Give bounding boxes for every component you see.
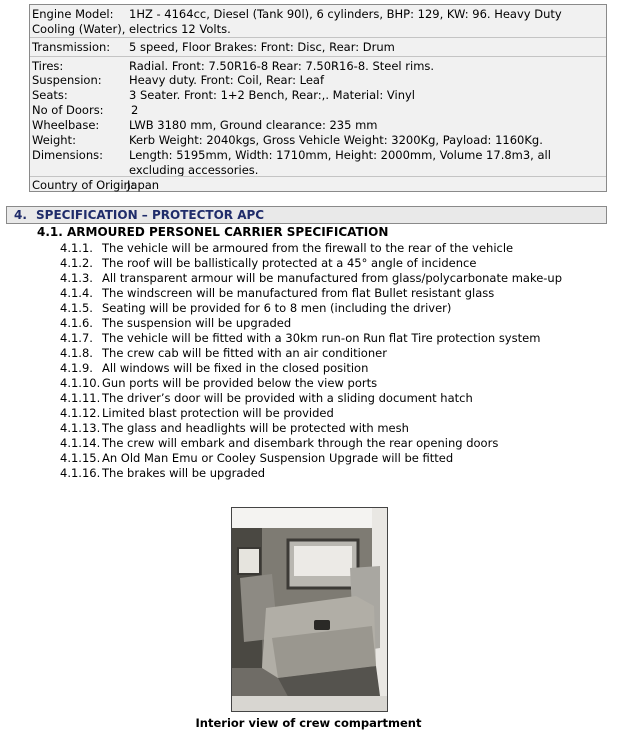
item-number: 4.1.6. (60, 316, 93, 330)
item-text: The vehicle will be armoured from the firewall to the rear of the vehicle (102, 241, 514, 255)
spec-value: Kerb Weight: 2040kgs, Gross Vehicle Weight: 3200Kg, Payload: 1160Kg. (129, 133, 543, 147)
spec-value: Heavy duty. Front: Coil, Rear: Leaf (129, 73, 325, 87)
item-number: 4.1.9. (60, 361, 93, 375)
spec-row-transmission (30, 37, 606, 56)
item-number: 4.1.11. (60, 391, 101, 405)
list-item (60, 436, 562, 451)
list-item (60, 271, 562, 286)
spec-label: Weight: (32, 133, 76, 147)
item-number: 4.1.4. (60, 286, 93, 300)
item-number: 4.1.15. (60, 451, 101, 465)
item-text: The glass and headlights will be protected with mesh (102, 421, 409, 435)
spec-value: 1HZ - 4164cc, Diesel (Tank 90l), 6 cylinders, BHP: 129, KW: 96. Heavy Duty Cooling (Water), electrics 12 Volts. (32, 7, 562, 36)
list-item (60, 406, 562, 421)
item-text: The driver’s door will be provided with a sliding document hatch (102, 391, 473, 405)
photo-caption: Interior view of crew compartment (195, 716, 422, 730)
crew-compartment-photo (231, 507, 388, 712)
spec-row-doors (30, 101, 606, 116)
item-number: 4.1.1. (60, 241, 93, 255)
spec-value: 3 Seater. Front: 1+2 Bench, Rear:,. Material: Vinyl (129, 88, 415, 102)
list-item (60, 391, 562, 406)
list-item (60, 286, 562, 301)
item-number: 4.1.16. (60, 466, 101, 480)
spec-row-wheelbase (30, 116, 606, 131)
item-text: The brakes will be upgraded (102, 466, 266, 480)
list-item (60, 361, 562, 376)
spec-label: Suspension: (32, 73, 102, 87)
spec-row-weight (30, 131, 606, 146)
section-title: SPECIFICATION – PROTECTOR APC (36, 208, 265, 222)
item-number: 4.1.13. (60, 421, 101, 435)
spec-row-country (30, 176, 606, 192)
spec-label: Transmission: (32, 40, 111, 54)
subsection-title: 4.1. ARMOURED PERSONEL CARRIER SPECIFICATION (37, 225, 389, 239)
spec-row-dimensions (30, 146, 606, 176)
item-text: Limited blast protection will be provided (102, 406, 334, 420)
item-text: The vehicle will be fitted with a 30km run-on Run flat Tire protection system (102, 331, 541, 345)
item-text: Seating will be provided for 6 to 8 men (including the driver) (102, 301, 452, 315)
item-number: 4.1.5. (60, 301, 93, 315)
list-item (60, 376, 562, 391)
spec-value: Length: 5195mm, Width: 1710mm, Height: 2000mm, Volume 17.8m3, all excluding accessories. (129, 148, 551, 177)
item-number: 4.1.10. (60, 376, 101, 390)
item-number: 4.1.3. (60, 271, 93, 285)
item-text: The crew cab will be fitted with an air conditioner (102, 346, 387, 360)
spec-value: LWB 3180 mm, Ground clearance: 235 mm (129, 118, 378, 132)
item-number: 4.1.12. (60, 406, 101, 420)
spec-label: No of Doors: (32, 103, 104, 117)
spec-item-list (60, 241, 562, 481)
list-item (60, 331, 562, 346)
list-item (60, 346, 562, 361)
spec-label: Dimensions: (32, 148, 103, 162)
item-number: 4.1.14. (60, 436, 101, 450)
item-text: Gun ports will be provided below the view ports (102, 376, 378, 390)
list-item (60, 301, 562, 316)
item-number: 4.1.2. (60, 256, 93, 270)
item-text: The suspension will be upgraded (102, 316, 292, 330)
list-item (60, 466, 562, 481)
spec-label: Engine Model: (32, 7, 114, 21)
spec-value: Radial. Front: 7.50R16-8 Rear: 7.50R16-8. Steel rims. (129, 59, 435, 73)
item-text: The crew will embark and disembark through the rear opening doors (102, 436, 499, 450)
item-number: 4.1.8. (60, 346, 93, 360)
spec-row-suspension (30, 71, 606, 86)
spec-value: 2 (131, 103, 139, 117)
list-item (60, 241, 562, 256)
item-number: 4.1.7. (60, 331, 93, 345)
spec-value: 5 speed, Floor Brakes: Front: Disc, Rear: Drum (129, 40, 395, 54)
spec-label: Wheelbase: (32, 118, 100, 132)
spec-row-seats (30, 86, 606, 101)
vehicle-spec-table (29, 4, 607, 192)
item-text: All windows will be fixed in the closed position (102, 361, 369, 375)
list-item (60, 316, 562, 331)
spec-label: Seats: (32, 88, 68, 102)
section-number: 4. (14, 208, 27, 222)
section-heading-bar (6, 206, 607, 224)
list-item (60, 256, 562, 271)
spec-label: Country of Origin: (32, 178, 135, 192)
spec-value: Japan (127, 178, 160, 192)
spec-row-engine (30, 5, 606, 36)
spec-row-tires (30, 56, 606, 72)
list-item (60, 421, 562, 436)
item-text: The roof will be ballistically protected at a 45° angle of incidence (102, 256, 477, 270)
item-text: All transparent armour will be manufactured from glass/polycarbonate make-up (102, 271, 563, 285)
spec-label: Tires: (32, 59, 64, 73)
list-item (60, 451, 562, 466)
item-text: The windscreen will be manufactured from flat Bullet resistant glass (102, 286, 495, 300)
crew-compartment-illustration (232, 508, 387, 711)
item-text: An Old Man Emu or Cooley Suspension Upgrade will be fitted (102, 451, 454, 465)
